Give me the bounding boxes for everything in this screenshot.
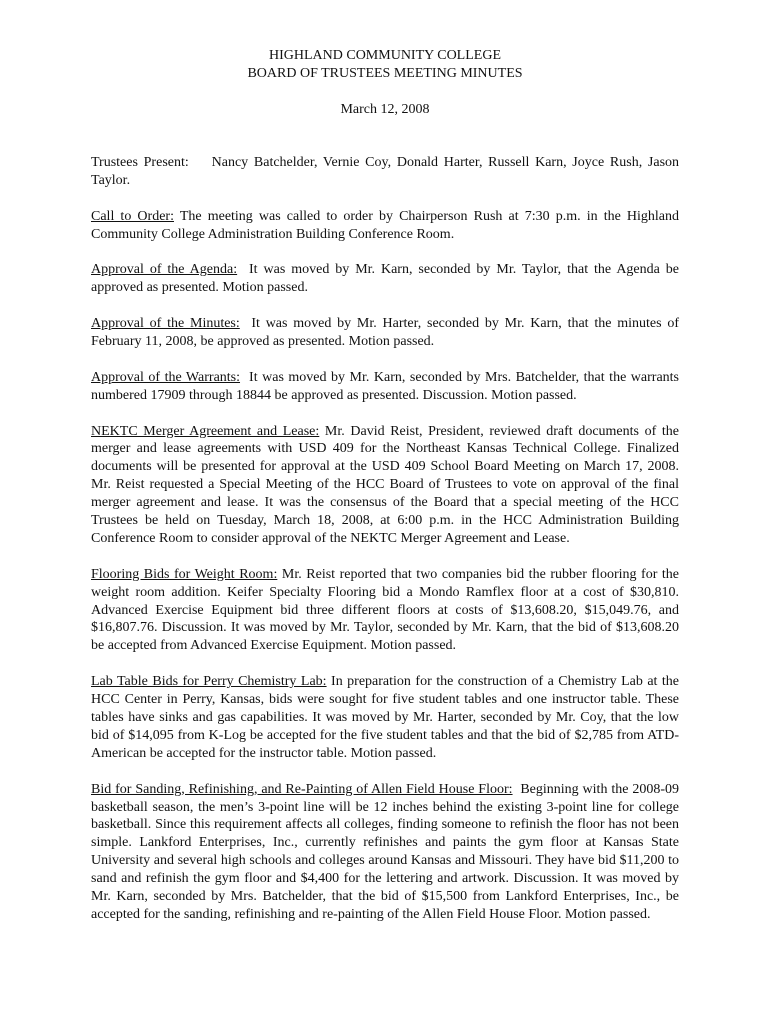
- section-text: Mr. David Reist, President, reviewed draft documents of the merger and lease agreements with USD 409 for the Northeast Kansas Technical College. Finalized documents will be presented for approval at the USD 409 School Board Meeting on March 17, 2008. Mr. Reist requested a Special Meeting of the HCC Board of Trustees to vote on approval of the final merger agreement and lease. It was the consensus of the Board that a special meeting of the HCC Trustees be held on Tuesday, March 18, 2008, at 6:00 p.m. in the HCC Administration Building Conference Room to consider approval of the NEKTC Merger Agreement and Lease.: [91, 423, 679, 546]
- document-header: [91, 47, 679, 83]
- trustees-names: Nancy Batchelder, Vernie Coy, Donald Harter, Russell Karn, Joyce Rush, Jason Taylor.: [91, 155, 680, 188]
- meeting-date: March 12, 2008: [340, 102, 430, 117]
- section-heading: NEKTC Merger Agreement and Lease:: [91, 423, 320, 439]
- section-approval-warrants: [91, 369, 679, 405]
- section-approval-agenda: [91, 261, 679, 297]
- section-heading: Flooring Bids for Weight Room:: [91, 566, 278, 582]
- section-text: It was moved by Mr. Karn, seconded by Mr. Taylor, that the Agenda be approved as presented. Motion passed.: [91, 262, 680, 296]
- trustees-present: [91, 154, 679, 190]
- section-text: Beginning with the 2008-09 basketball season, the men’s 3-point line will be 12 inches behind the existing 3-point line for college basketball. Since this requirement affects all colleges, finding someone to refinish the floor has not been simple. Lankford Enterprises, Inc., currently refinishes and paints the gym floor at Kansas State University and several high schools and colleges around Kansas and Missouri. They have bid $11,200 to sand and refinish the gym floor and $4,400 for the lettering and artwork. Discussion. It was moved by Mr. Karn, seconded by Mrs. Batchelder, that the bid of $15,500 from Lankford Enterprises, Inc., be accepted for the sanding, refinishing and re-painting of the Allen Field House Floor. Motion passed.: [91, 781, 679, 922]
- document-title: BOARD OF TRUSTEES MEETING MINUTES: [247, 66, 523, 81]
- section-flooring-bids: [91, 566, 679, 656]
- section-text: It was moved by Mr. Karn, seconded by Mrs. Batchelder, that the warrants numbered 17909 through 18844 be approved as presented. Discussion. Motion passed.: [91, 369, 679, 403]
- trustees-label: Trustees Present:: [91, 155, 189, 170]
- section-text: In preparation for the construction of a Chemistry Lab at the HCC Center in Perry, Kansas, bids were sought for five student tables and one instructor table. These tables have sinks and gas capabilities. It was moved by Mr. Harter, seconded by Mr. Coy, that the low bid of $14,095 from K-Log be accepted for the five student tables and that the bid of $2,785 from ATD-American be accepted for the instructor table. Motion passed.: [91, 674, 680, 761]
- section-text: It was moved by Mr. Harter, seconded by Mr. Karn, that the minutes of February 11, 2008, be approved as presented. Motion passed.: [91, 316, 680, 350]
- section-approval-minutes: [91, 315, 679, 351]
- section-text: The meeting was called to order by Chairperson Rush at 7:30 p.m. in the Highland Community College Administration Building Conference Room.: [91, 208, 680, 242]
- college-name: HIGHLAND COMMUNITY COLLEGE: [268, 48, 501, 63]
- section-heading: Approval of the Warrants:: [91, 369, 241, 385]
- section-heading: Bid for Sanding, Refinishing, and Re-Painting of Allen Field House Floor:: [91, 781, 513, 797]
- section-call-to-order: [91, 208, 679, 244]
- section-heading: Lab Table Bids for Perry Chemistry Lab:: [91, 674, 327, 690]
- section-text: Mr. Reist reported that two companies bid the rubber flooring for the weight room addition. Keifer Specialty Flooring bid a Mondo Ramflex floor at a cost of $30,810. Advanced Exercise Equipment bid three different floors at costs of $13,608.20, $15,049.76, and $16,807.76. Discussion. It was moved by Mr. Taylor, seconded by Mr. Karn, that the bid of $13,608.20 be accepted from Advanced Exercise Equipment. Motion passed.: [91, 566, 680, 654]
- section-nektc-merger: [91, 423, 679, 548]
- section-heading: Approval of the Agenda:: [91, 262, 238, 278]
- section-heading: Call to Order:: [91, 208, 174, 224]
- section-heading: Approval of the Minutes:: [91, 316, 240, 332]
- section-field-house-floor: [91, 781, 679, 924]
- section-lab-table-bids: [91, 673, 679, 763]
